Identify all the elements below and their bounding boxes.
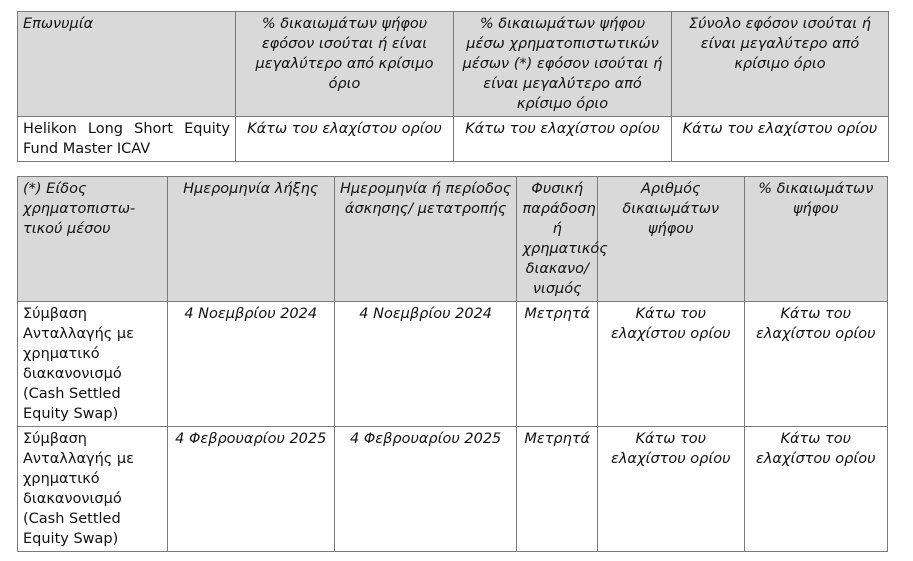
exercise-period: 4 Φεβρουαρίου 2025 — [334, 427, 517, 552]
header-expiry-date: Ημερομηνία λήξης — [167, 177, 334, 302]
instrument-type: Σύμβαση Ανταλλαγής με χρηματικό διακανονισμό (Cash Settled Equity Swap) — [18, 427, 168, 552]
voting-rights-count: Κάτω του ελαχίστου ορίου — [597, 302, 744, 427]
header-name: Επωνυμία — [18, 12, 236, 117]
instrument-voting-rights-pct: Κάτω του ελαχίστου ορίου — [454, 117, 672, 162]
header-voting-rights-pct: % δικαιωμάτων ψήφου εφόσον ισούται ή είναι μεγαλύτερο από κρίσιμο όριο — [236, 12, 454, 117]
expiry-date: 4 Φεβρουαρίου 2025 — [167, 427, 334, 552]
expiry-date: 4 Νοεμβρίου 2024 — [167, 302, 334, 427]
instruments-table-header-row — [18, 177, 888, 302]
holder-name: Helikon Long Short Equity Fund Master ICAV — [18, 117, 236, 162]
table-row — [18, 427, 888, 552]
voting-rights-pct: Κάτω του ελαχίστου ορίου — [744, 427, 887, 552]
header-voting-rights-count: Αριθμός δικαιωμάτων ψήφου — [597, 177, 744, 302]
voting-rights-pct: Κάτω του ελαχίστου ορίου — [744, 302, 887, 427]
total-pct: Κάτω του ελαχίστου ορίου — [672, 117, 889, 162]
table-row — [18, 302, 888, 427]
exercise-period: 4 Νοεμβρίου 2024 — [334, 302, 517, 427]
holder-table-header-row — [18, 12, 889, 117]
holder-table — [17, 11, 889, 162]
settlement: Μετρητά — [517, 302, 597, 427]
header-settlement: Φυσική παράδοση ή χρηματικός διακανο/ νισμός — [517, 177, 597, 302]
header-total: Σύνολο εφόσον ισούται ή είναι μεγαλύτερο από κρίσιμο όριο — [672, 12, 889, 117]
header-instrument-voting-rights-pct: % δικαιωμάτων ψήφου μέσω χρηματοπιστωτικών μέσων (*) εφόσον ισούται ή είναι μεγαλύτερο από κρίσιμο όριο — [454, 12, 672, 117]
header-instrument-type: (*) Είδος χρηματοπιστω-τικού μέσου — [18, 177, 168, 302]
table-row — [18, 117, 889, 162]
voting-rights-pct: Κάτω του ελαχίστου ορίου — [236, 117, 454, 162]
settlement: Μετρητά — [517, 427, 597, 552]
instruments-table — [17, 176, 888, 552]
instrument-type: Σύμβαση Ανταλλαγής με χρηματικό διακανονισμό (Cash Settled Equity Swap) — [18, 302, 168, 427]
header-voting-rights-pct: % δικαιωμάτων ψήφου — [744, 177, 887, 302]
header-exercise-period: Ημερομηνία ή περίοδος άσκησης/ μετατροπής — [334, 177, 517, 302]
voting-rights-count: Κάτω του ελαχίστου ορίου — [597, 427, 744, 552]
